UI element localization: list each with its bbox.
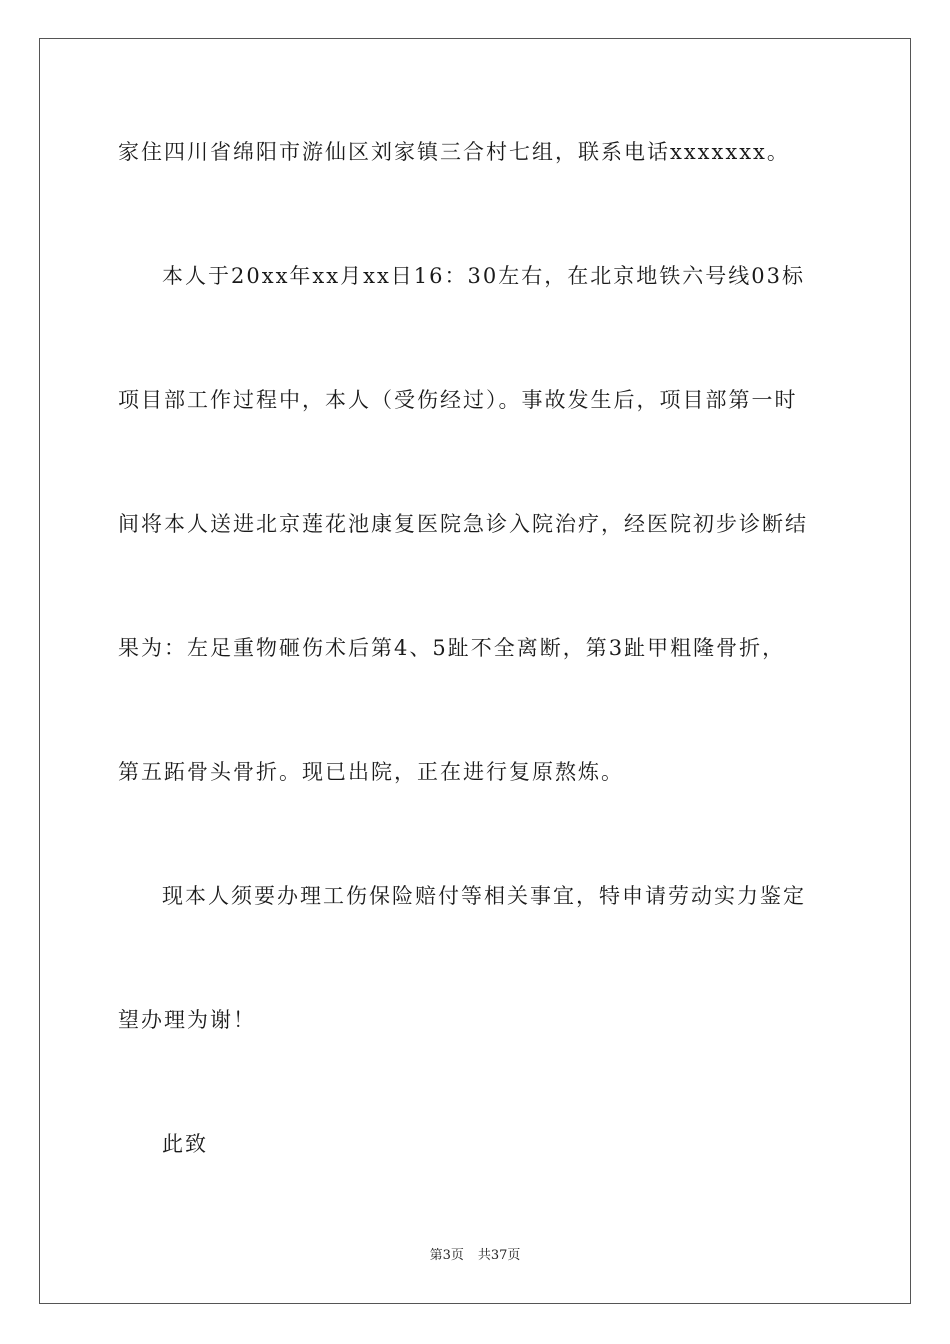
page-number: 第3页	[429, 1248, 464, 1263]
body-line-4: 间将本人送进北京莲花池康复医院急诊入院治疗，经医院初步诊断结	[118, 512, 808, 536]
body-line-1: 家住四川省绵阳市游仙区刘家镇三合村七组，联系电话xxxxxxx。	[118, 140, 790, 164]
page-footer	[0, 1247, 950, 1265]
body-line-2: 本人于20xx年xx月xx日16：30左右，在北京地铁六号线03标	[162, 264, 805, 288]
body-line-9: 此致	[162, 1132, 208, 1156]
body-line-3: 项目部工作过程中，本人（受伤经过）。事故发生后，项目部第一时	[118, 388, 798, 412]
body-line-5: 果为：左足重物砸伤术后第4、5趾不全离断，第3趾甲粗隆骨折，	[118, 636, 786, 660]
page-total: 共37页	[477, 1248, 521, 1263]
body-line-7: 现本人须要办理工伤保险赔付等相关事宜，特申请劳动实力鉴定	[162, 884, 806, 908]
body-line-6: 第五跖骨头骨折。现已出院，正在进行复原熬炼。	[118, 760, 624, 784]
body-line-8: 望办理为谢！	[118, 1008, 256, 1032]
page-frame	[39, 38, 911, 1304]
